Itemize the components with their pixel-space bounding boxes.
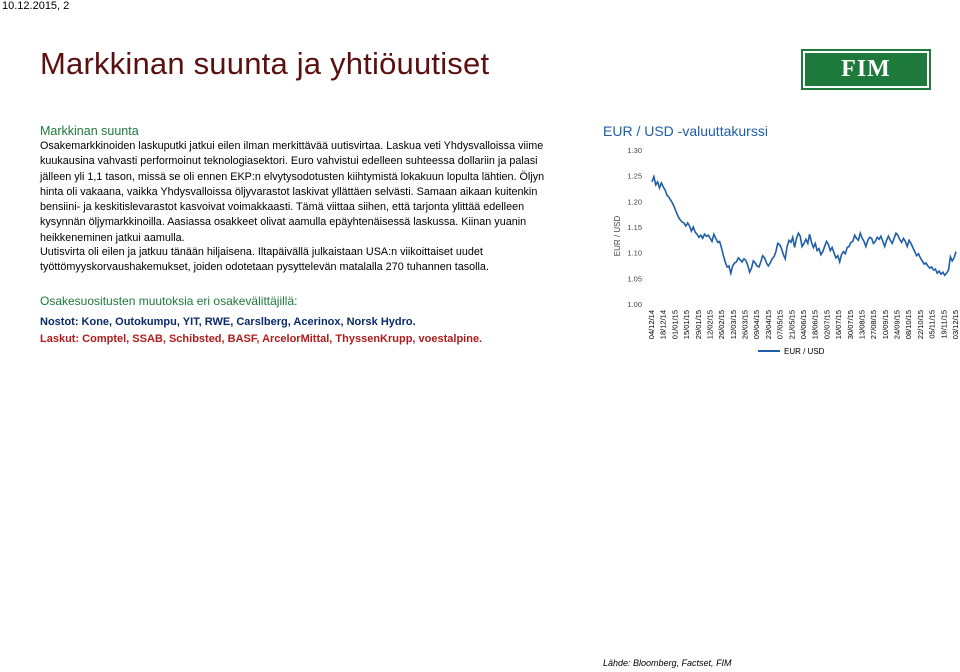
eurusd-chart <box>600 140 960 370</box>
y-ticks <box>627 146 642 309</box>
source-note: Lähde: Bloomberg, Factset, FIM <box>603 658 732 668</box>
x-tick-label: 29/01/15 <box>693 310 703 340</box>
y-tick-label: 1.05 <box>627 274 642 284</box>
y-axis-label: EUR / USD <box>613 215 622 257</box>
x-tick-label: 15/01/15 <box>682 310 692 340</box>
x-tick-label: 12/03/15 <box>728 310 738 340</box>
x-tick-label: 16/07/15 <box>834 310 844 340</box>
x-tick-label: 12/02/15 <box>705 310 715 340</box>
x-tick-label: 23/04/15 <box>763 310 773 340</box>
fim-logo-box <box>805 53 927 86</box>
page-title: Markkinan suunta ja yhtiöuutiset <box>40 46 490 81</box>
y-tick-label: 1.30 <box>627 146 642 155</box>
x-tick-label: 09/04/15 <box>752 310 762 340</box>
x-tick-label: 18/12/14 <box>658 310 668 340</box>
legend-label: EUR / USD <box>784 347 825 356</box>
chart-legend <box>758 347 825 356</box>
x-tick-label: 18/06/15 <box>810 310 820 340</box>
y-tick-label: 1.10 <box>627 248 642 258</box>
fim-logo-text: FIM <box>841 56 891 82</box>
x-ticks <box>647 310 960 339</box>
y-tick-label: 1.15 <box>627 223 642 232</box>
x-tick-label: 30/07/15 <box>845 310 855 340</box>
x-tick-label: 22/10/15 <box>915 310 925 340</box>
downgrades-list: Laskut: Comptel, SSAB, Schibsted, BASF, ArcelorMittal, ThyssenKrupp, voestalpine. <box>40 333 483 345</box>
x-tick-label: 13/08/15 <box>857 310 867 340</box>
x-tick-label: 04/12/14 <box>647 310 656 340</box>
x-tick-label: 08/10/15 <box>904 310 914 340</box>
x-tick-label: 01/01/15 <box>670 310 680 340</box>
x-tick-label: 26/02/15 <box>717 310 727 340</box>
x-tick-label: 04/06/15 <box>799 310 808 340</box>
x-tick-label: 07/05/15 <box>775 310 785 340</box>
y-tick-label: 1.20 <box>627 197 642 207</box>
x-tick-label: 03/12/15 <box>951 310 960 340</box>
x-tick-label: 27/08/15 <box>869 310 879 340</box>
x-tick-label: 26/03/15 <box>740 310 750 340</box>
page-date: 10.12.2015, 2 <box>2 0 70 12</box>
market-paragraph-1: Osakemarkkinoiden laskuputki jatkui eilen ilman merkittävää uutisvirtaa. Laskua veti Yhdysvalloissa viime kuukausina vahvasti performoinut teknologiasektori. Euro vahvistui edelleen suhteessa dollariin ja palasi jälleen yli 1,1 tason, missä se oli ennen EKP:n elvytysodotusten kiihtymistä lokakuun lopulta lähtien. Öljyn hinta oli vakaana, vaikka Yhdysvalloissa öljyvarastot laskivat yllättäen selvästi. Samaan aikaan kuitenkin bensiini- ja keskitislevarastot kasvoivat voimakkaasti. Tämä viittaa siihen, että tarjonta ylittää edelleen kysynnän öljymarkkinoilla. Aasiassa osakkeet olivat aamulla epäyhtenäisessä laskussa. Kiinan yuanin heikkeneminen jatkui aamulla. <box>40 140 545 244</box>
x-tick-label: 10/09/15 <box>880 310 890 340</box>
x-tick-label: 05/11/15 <box>927 310 937 339</box>
recommendations-heading: Osakesuositusten muutoksia eri osakevälittäjillä: <box>40 294 298 308</box>
eurusd-series-line <box>652 177 956 276</box>
x-tick-label: 02/07/15 <box>822 310 832 340</box>
y-tick-label: 1.25 <box>627 171 642 181</box>
upgrades-list: Nostot: Kone, Outokumpu, YIT, RWE, Carslberg, Acerinox, Norsk Hydro. <box>40 316 416 328</box>
chart-title: EUR / USD -valuuttakurssi <box>603 123 768 139</box>
y-tick-label: 1.00 <box>627 300 642 309</box>
x-tick-label: 21/05/15 <box>787 310 797 340</box>
fim-logo <box>801 49 931 90</box>
market-paragraph-2: Uutisvirta oli eilen ja jatkuu tänään hiljaisena. Iltapäivällä julkaistaan USA:n viikoittaiset uudet työttömyyskorvaushakemukset, joiden odotetaan pysyttelevän matalalla 270 tuhannen tasolla. <box>40 246 489 274</box>
x-tick-label: 24/09/15 <box>892 310 902 340</box>
x-tick-label: 19/11/15 <box>939 310 949 339</box>
market-heading: Markkinan suunta <box>40 124 139 138</box>
